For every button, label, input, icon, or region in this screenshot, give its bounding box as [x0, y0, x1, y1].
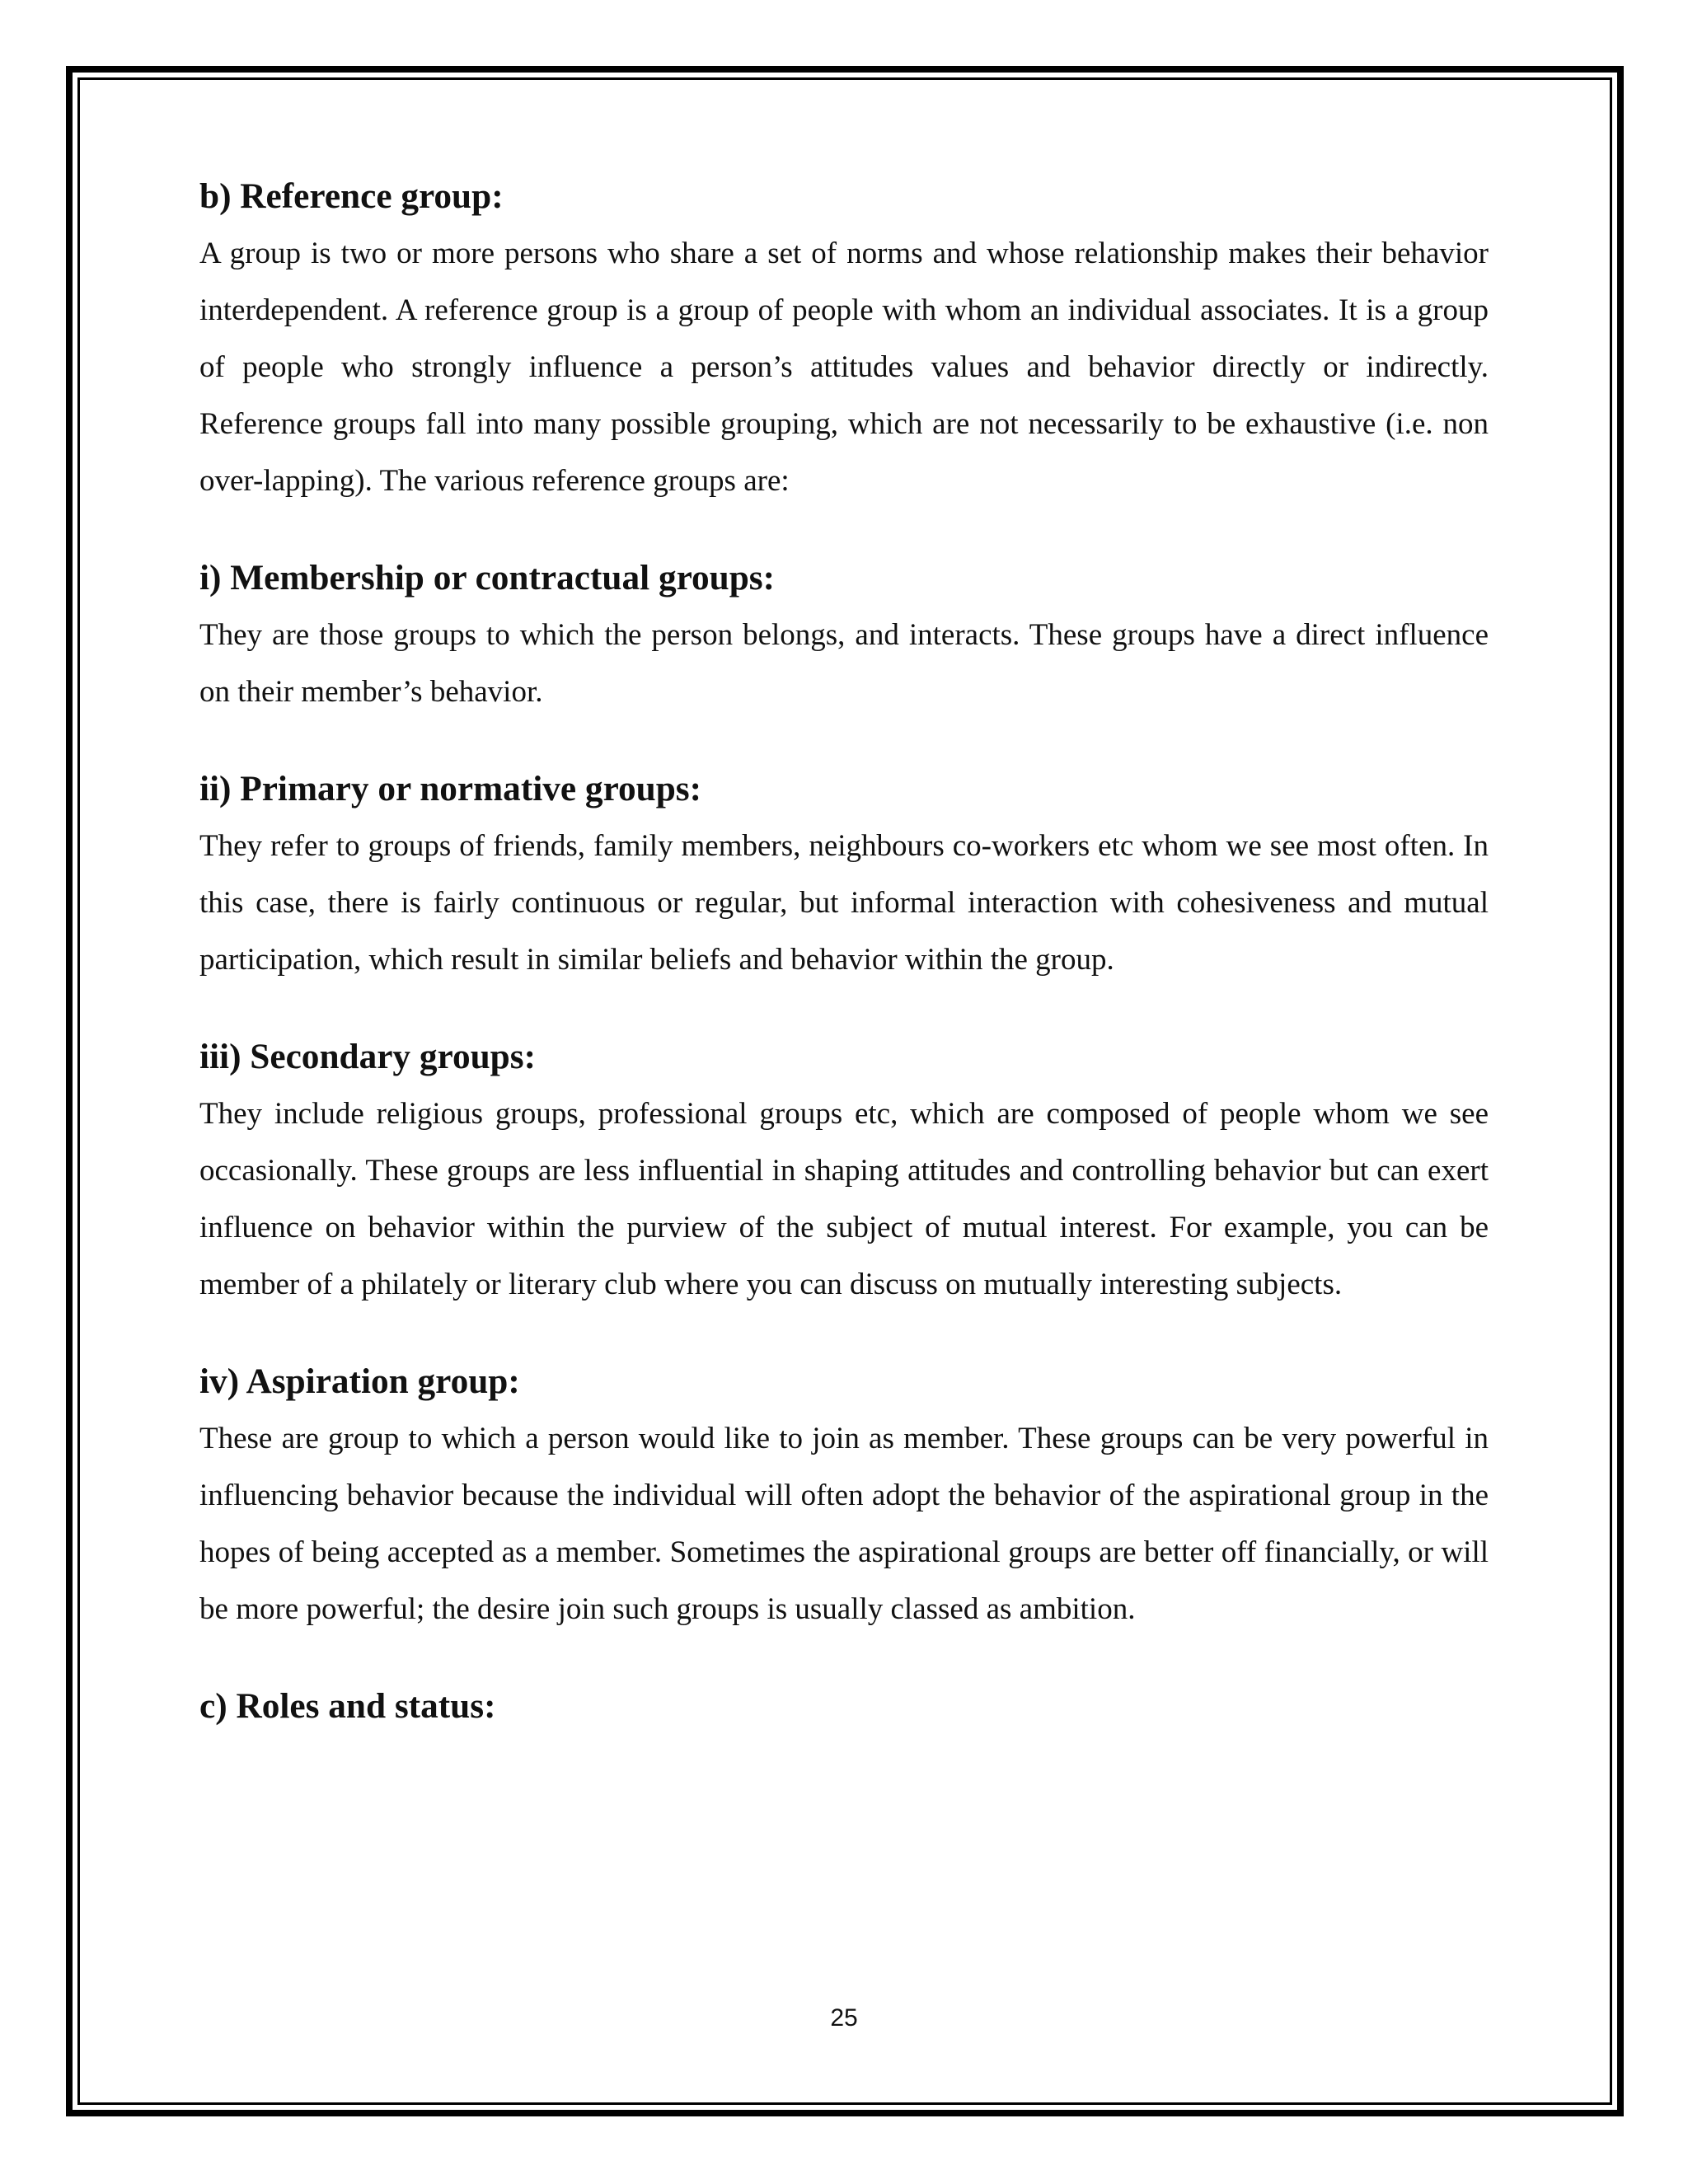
- document-body: [199, 168, 1489, 1735]
- section-body-primary-groups: They refer to groups of friends, family members, neighbours co-workers etc whom we see most often. In this case, there is fairly continuous or regular, but informal interaction with cohesiveness and mutual participation, which result in similar beliefs and behavior within the group.: [199, 829, 1489, 977]
- section-heading-roles-and-status: c) Roles and status:: [199, 1686, 496, 1726]
- page-number: 25: [830, 2004, 858, 2032]
- section-heading-secondary-groups: iii) Secondary groups:: [199, 1037, 537, 1076]
- section-heading-aspiration-group: iv) Aspiration group:: [199, 1361, 520, 1401]
- section-body-secondary-groups: They include religious groups, professional groups etc, which are composed of people whom we see occasionally. These groups are less influential in shaping attitudes and controlling behavior but can exert influence on behavior within the purview of the subject of mutual interest. For example, you can be member of a philately or literary club where you can discuss on mutually interesting subjects.: [199, 1097, 1489, 1301]
- section-heading-reference-group: b) Reference group:: [199, 176, 504, 216]
- section-body-membership-groups: They are those groups to which the person belongs, and interacts. These groups have a direct influence on their member’s behavior.: [199, 618, 1489, 709]
- section-heading-membership-groups: i) Membership or contractual groups:: [199, 558, 776, 598]
- section-body-reference-group: A group is two or more persons who share a set of norms and whose relationship makes their behavior interdependent. A reference group is a group of people with whom an individual associates. It is a group of people who strongly influence a person’s attitudes values and behavior directly or indirectly. Reference groups fall into many possible grouping, which are not necessarily to be exhaustive (i.e. non over-lapping). The various reference groups are:: [199, 237, 1489, 498]
- section-heading-primary-groups: ii) Primary or normative groups:: [199, 769, 702, 808]
- section-body-aspiration-group: These are group to which a person would like to join as member. These groups can be very powerful in influencing behavior because the individual will often adopt the behavior of the aspirational group in the hopes of being accepted as a member. Sometimes the aspirational groups are better off financially, or will be more powerful; the desire join such groups is usually classed as ambition.: [199, 1422, 1489, 1626]
